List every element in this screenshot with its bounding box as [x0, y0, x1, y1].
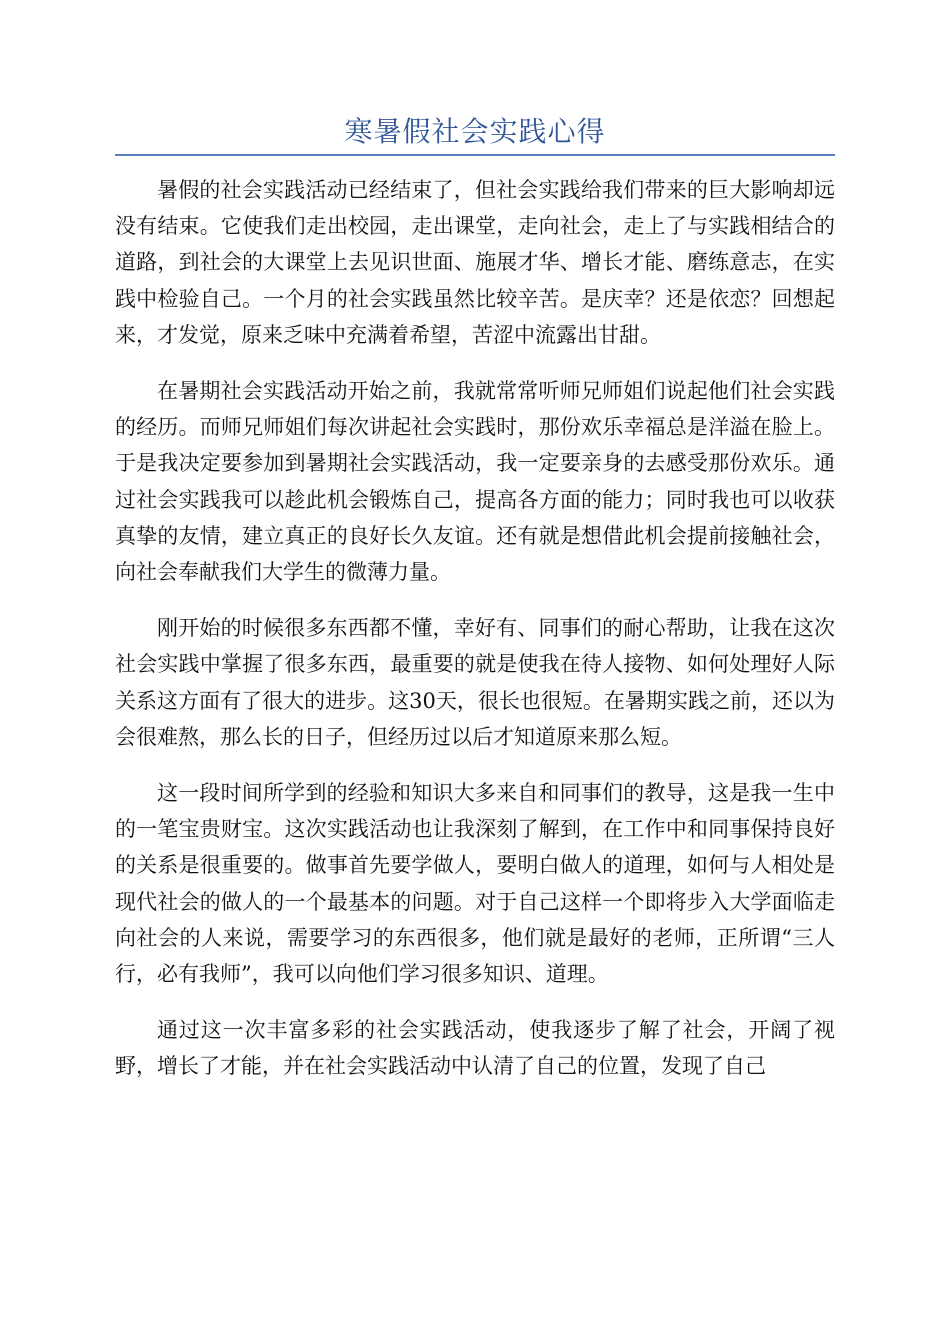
document-title: 寒暑假社会实践心得 — [344, 115, 606, 148]
paragraph-4: 这一段时间所学到的经验和知识大多来自和同事们的教导，这是我一生中的一笔宝贵财宝。这次实践活动也让我深刻了解到，在工作中和同事保持良好的关系是很重要的。做事首先要学做人，要明白做人的道理，如何与人相处是现代社会的做人的一个最基本的问题。对于自己这样一个即将步入大学面临走向社会的人来说，需要学习的东西很多，他们就是最好的老师，正所谓“三人行，必有我师”，我可以向他们学习很多知识、道理。 — [115, 781, 835, 987]
title-block — [115, 112, 835, 156]
paragraph-3: 刚开始的时候很多东西都不懂，幸好有、同事们的耐心帮助，让我在这次社会实践中掌握了很多东西，最重要的就是使我在待人接物、如何处理好人际关系这方面有了很大的进步。这30天，很长也很短。在暑期实践之前，还以为会很难熬，那么长的日子，但经历过以后才知道原来那么短。 — [115, 616, 835, 749]
paragraph-5: 通过这一次丰富多彩的社会实践活动，使我逐步了解了社会，开阔了视野，增长了才能，并在社会实践活动中认清了自己的位置，发现了自己 — [115, 1018, 835, 1079]
document-body — [115, 172, 835, 1105]
paragraph-2: 在暑期社会实践活动开始之前，我就常常听师兄师姐们说起他们社会实践的经历。而师兄师姐们每次讲起社会实践时，那份欢乐幸福总是洋溢在脸上。于是我决定要参加到暑期社会实践活动，我一定要亲身的去感受那份欢乐。通过社会实践我可以趁此机会锻炼自己，提高各方面的能力；同时我也可以收获真挚的友情，建立真正的良好长久友谊。还有就是想借此机会提前接触社会，向社会奉献我们大学生的微薄力量。 — [115, 379, 835, 585]
paragraph-1: 暑假的社会实践活动已经结束了，但社会实践给我们带来的巨大影响却远没有结束。它使我们走出校园，走出课堂，走向社会，走上了与实践相结合的道路，到社会的大课堂上去见识世面、施展才华、增长才能、磨练意志，在实践中检验自己。一个月的社会实践虽然比较辛苦。是庆幸？还是依恋？回想起来，才发觉，原来乏味中充满着希望，苦涩中流露出甘甜。 — [115, 178, 835, 347]
